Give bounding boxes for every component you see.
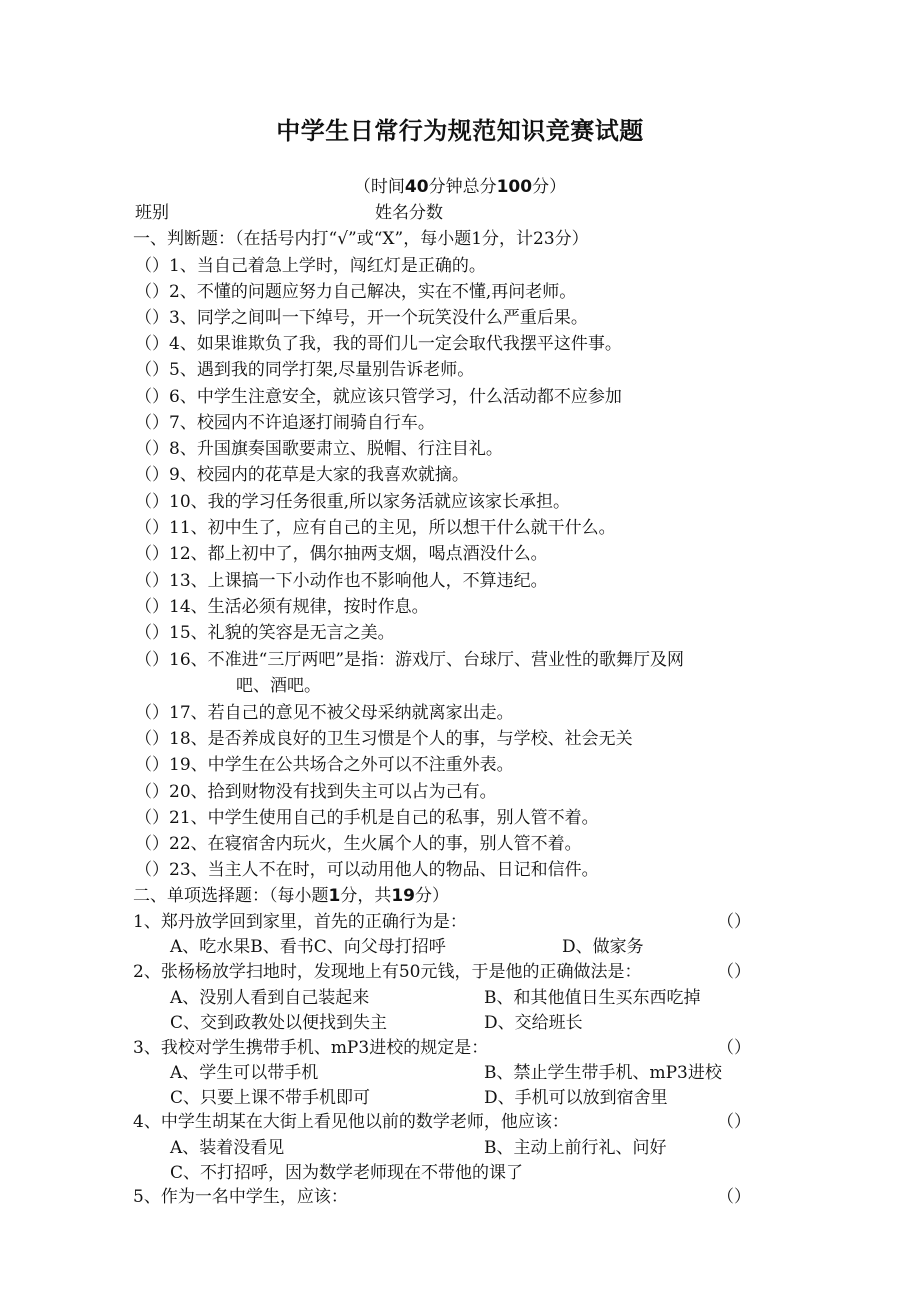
choice-question: 3、我校对学生携带手机、mP3进校的规定是： bbox=[133, 1038, 489, 1058]
judge-item-continuation: 吧、酒吧。 bbox=[236, 676, 321, 696]
choice-question: 4、中学生胡某在大街上看见他以前的数学老师，他应该： bbox=[133, 1112, 569, 1132]
section1-heading: 一、判断题：（在括号内打“√”或“X”，每小题1分，计23分） bbox=[133, 229, 589, 249]
judge-item: （）5、遇到我的同学打架,尽量别告诉老师。 bbox=[135, 360, 475, 380]
choice-option: D、交给班长 bbox=[484, 1013, 583, 1033]
judge-item: （）17、若自己的意见不被父母采纳就离家出走。 bbox=[135, 703, 514, 723]
choice-option: B、主动上前行礼、问好 bbox=[484, 1138, 667, 1158]
answer-blank: （） bbox=[717, 1038, 751, 1058]
choice-option: A、没别人看到自己装起来 bbox=[170, 988, 370, 1008]
judge-item: （）12、都上初中了，偶尔抽两支烟，喝点酒没什么。 bbox=[135, 544, 548, 564]
choice-option: A、吃水果B、看书C、向父母打招呼 bbox=[170, 937, 446, 957]
judge-item: （）13、上课搞一下小动作也不影响他人，不算违纪。 bbox=[135, 571, 548, 591]
judge-item: （）8、升国旗奏国歌要肃立、脱帽、行注目礼。 bbox=[135, 439, 503, 459]
choice-option: B、和其他值日生买东西吃掉 bbox=[484, 988, 701, 1008]
judge-item: （）16、不准进“三厅两吧”是指：游戏厅、台球厅、营业性的歌舞厅及网 bbox=[135, 650, 685, 670]
subtitle-score: 100 bbox=[496, 177, 533, 197]
answer-blank: （） bbox=[717, 912, 751, 932]
subtitle-minutes: 40 bbox=[404, 177, 429, 197]
page-title: 中学生日常行为规范知识竞赛试题 bbox=[276, 117, 644, 145]
choice-question: 5、作为一名中学生，应该： bbox=[133, 1187, 348, 1207]
judge-item: （）6、中学生注意安全，就应该只管学习，什么活动都不应参加 bbox=[135, 387, 622, 407]
section2-heading-pre: 二、单项选择题：（每小题 bbox=[133, 886, 329, 906]
subtitle-post: 分） bbox=[532, 177, 567, 197]
judge-item: （）9、校园内的花草是大家的我喜欢就摘。 bbox=[135, 465, 469, 485]
judge-item: （）10、我的学习任务很重,所以家务活就应该家长承担。 bbox=[135, 492, 571, 512]
exam-subtitle bbox=[0, 175, 920, 199]
choice-option: C、交到政教处以便找到失主 bbox=[170, 1013, 388, 1033]
section2-heading bbox=[133, 884, 449, 908]
choice-option: A、学生可以带手机 bbox=[170, 1063, 319, 1083]
judge-item: （）19、中学生在公共场合之外可以不注重外表。 bbox=[135, 755, 514, 775]
section2-points-total: 19 bbox=[391, 886, 416, 906]
judge-item: （）2、不懂的问题应努力自己解决，实在不懂,再问老师。 bbox=[135, 282, 577, 302]
class-label: 班别 bbox=[135, 203, 169, 223]
answer-blank: （） bbox=[717, 1112, 751, 1132]
judge-item: （）15、礼貌的笑容是无言之美。 bbox=[135, 623, 395, 643]
subtitle-pre: （时间 bbox=[353, 177, 405, 197]
section2-heading-post: 分） bbox=[415, 886, 450, 906]
choice-option: C、只要上课不带手机即可 bbox=[170, 1088, 371, 1108]
choice-option: A、装着没看见 bbox=[170, 1138, 285, 1158]
section2-points-each: 1 bbox=[328, 886, 341, 906]
section2-heading-mid: 分，共 bbox=[340, 886, 392, 906]
subtitle-mid: 分钟总分 bbox=[428, 177, 497, 197]
choice-option: D、手机可以放到宿舍里 bbox=[484, 1088, 668, 1108]
judge-item: （）18、是否养成良好的卫生习惯是个人的事，与学校、社会无关 bbox=[135, 729, 633, 749]
judge-item: （）4、如果谁欺负了我，我的哥们儿一定会取代我摆平这件事。 bbox=[135, 334, 622, 354]
answer-blank: （） bbox=[717, 962, 751, 982]
judge-item: （）3、同学之间叫一下绰号，开一个玩笑没什么严重后果。 bbox=[135, 308, 588, 328]
judge-item: （）21、中学生使用自己的手机是自己的私事，别人管不着。 bbox=[135, 808, 599, 828]
judge-item: （）20、拾到财物没有找到失主可以占为己有。 bbox=[135, 782, 497, 802]
judge-item: （）7、校园内不许追逐打闹骑自行车。 bbox=[135, 413, 435, 433]
choice-option: C、不打招呼，因为数学老师现在不带他的课了 bbox=[170, 1163, 524, 1183]
judge-item: （）1、当自己着急上学时，闯红灯是正确的。 bbox=[135, 256, 486, 276]
judge-item: （）23、当主人不在时，可以动用他人的物品、日记和信件。 bbox=[135, 860, 599, 880]
choice-question: 1、郑丹放学回到家里，首先的正确行为是： bbox=[133, 912, 467, 932]
name-score-label: 姓名分数 bbox=[375, 203, 443, 223]
judge-item: （）11、初中生了，应有自己的主见，所以想干什么就干什么。 bbox=[135, 518, 616, 538]
answer-blank: （） bbox=[717, 1187, 751, 1207]
choice-question: 2、张杨杨放学扫地时，发现地上有50元钱，于是他的正确做法是： bbox=[133, 962, 642, 982]
choice-option: B、禁止学生带手机、mP3进校 bbox=[484, 1063, 722, 1083]
choice-option: D、做家务 bbox=[562, 937, 644, 957]
judge-item: （）22、在寝宿舍内玩火，生火属个人的事，别人管不着。 bbox=[135, 834, 582, 854]
judge-item: （）14、生活必须有规律，按时作息。 bbox=[135, 597, 429, 617]
